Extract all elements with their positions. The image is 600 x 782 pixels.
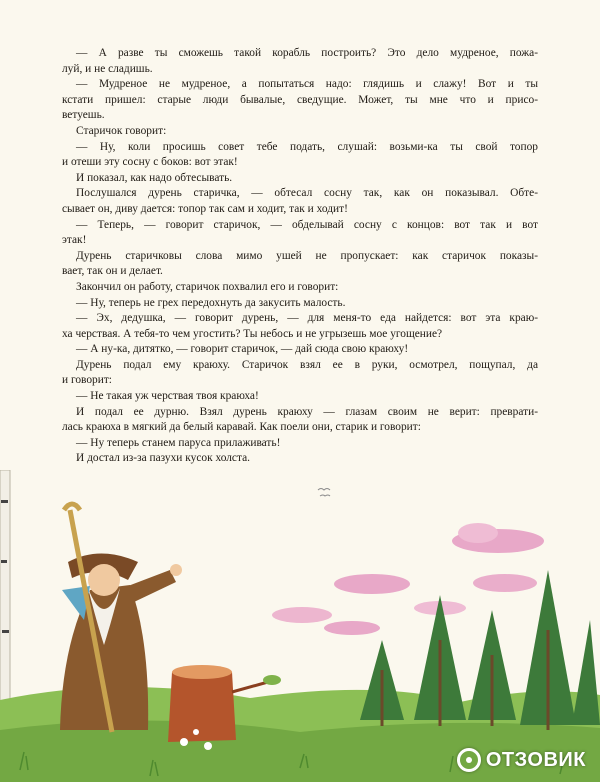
text-line: этак! bbox=[62, 234, 87, 247]
text-line: — Ну, коли просишь совет тебе подать, слушай: возьми-ка ты свой топор bbox=[76, 140, 538, 153]
story-text bbox=[62, 46, 538, 467]
otzovik-watermark bbox=[457, 748, 586, 772]
text-line: сывает он, диву дается: топор так сам и ходит, так и ходит! bbox=[62, 202, 348, 215]
text-line: и отеши эту сосну с боков: вот этак! bbox=[62, 156, 238, 169]
text-line: Старичок говорит: bbox=[76, 124, 167, 137]
text-line: И достал из-за пазухи кусок холста. bbox=[76, 452, 251, 465]
text-line: кстати пришел: старые люди бывалые, сведущие. Может, ты мне что и присо- bbox=[62, 93, 538, 106]
text-line: — Эх, дедушка, — говорит дурень, — для меня-то еда найдется: вот эта краю- bbox=[76, 312, 538, 325]
text-line: Дурень старичковы слова мимо ушей не пропускает: как старичок показы- bbox=[76, 249, 538, 262]
text-line: Послушался дурень старичка, — обтесал сосну так, как он показывал. Обте- bbox=[76, 187, 538, 200]
watermark-logo-icon bbox=[457, 748, 481, 772]
forest-illustration bbox=[0, 470, 600, 782]
watermark-text: ОТЗОВИК bbox=[485, 748, 586, 771]
text-line: лась краюха в мягкий да белый каравай. Как поели они, старик и говорит: bbox=[62, 421, 421, 434]
text-line: И показал, как надо обтесывать. bbox=[76, 171, 233, 184]
text-line: Закончил он работу, старичок похвалил его и говорит: bbox=[76, 280, 339, 293]
text-line: вает, так он и делает. bbox=[62, 265, 163, 278]
text-line: — А разве ты сможешь такой корабль построить? Это дело мудреное, пожа- bbox=[76, 47, 538, 59]
text-line: — Мудреное не мудреное, а попытаться надо: глядишь и слажу! Вот и ты bbox=[76, 78, 538, 91]
text-line: — А ну-ка, дитятко, — говорит старичок, — дай сюда свою краюху! bbox=[76, 343, 409, 356]
text-line: и говорит: bbox=[62, 374, 112, 387]
distant-birds bbox=[318, 489, 330, 497]
text-line: — Не такая уж черствая твоя краюха! bbox=[76, 390, 259, 403]
text-line: — Ну теперь станем паруса прилаживать! bbox=[76, 436, 281, 449]
text-line: — Ну, теперь не грех передохнуть да закусить малость. bbox=[76, 296, 346, 309]
text-line: И подал ее дурню. Взял дурень краюху — глазам своим не верит: преврати- bbox=[76, 405, 538, 418]
text-line: ветуешь. bbox=[62, 109, 105, 122]
text-line: ха черствая. А тебя-то чем угостить? Ты небось и не угрызешь мое угощение? bbox=[62, 327, 443, 340]
pink-clouds bbox=[272, 523, 544, 635]
pine-forest bbox=[360, 570, 600, 730]
text-line: — Теперь, — говорит старичок, — обделывай сосну с концов: вот так и вот bbox=[76, 218, 538, 231]
text-line: луй, и не сладишь. bbox=[62, 62, 153, 75]
text-line: Дурень подал ему краюху. Старичок взял ее в руки, осмотрел, пощупал, да bbox=[76, 358, 538, 371]
birch-tree bbox=[0, 470, 10, 710]
